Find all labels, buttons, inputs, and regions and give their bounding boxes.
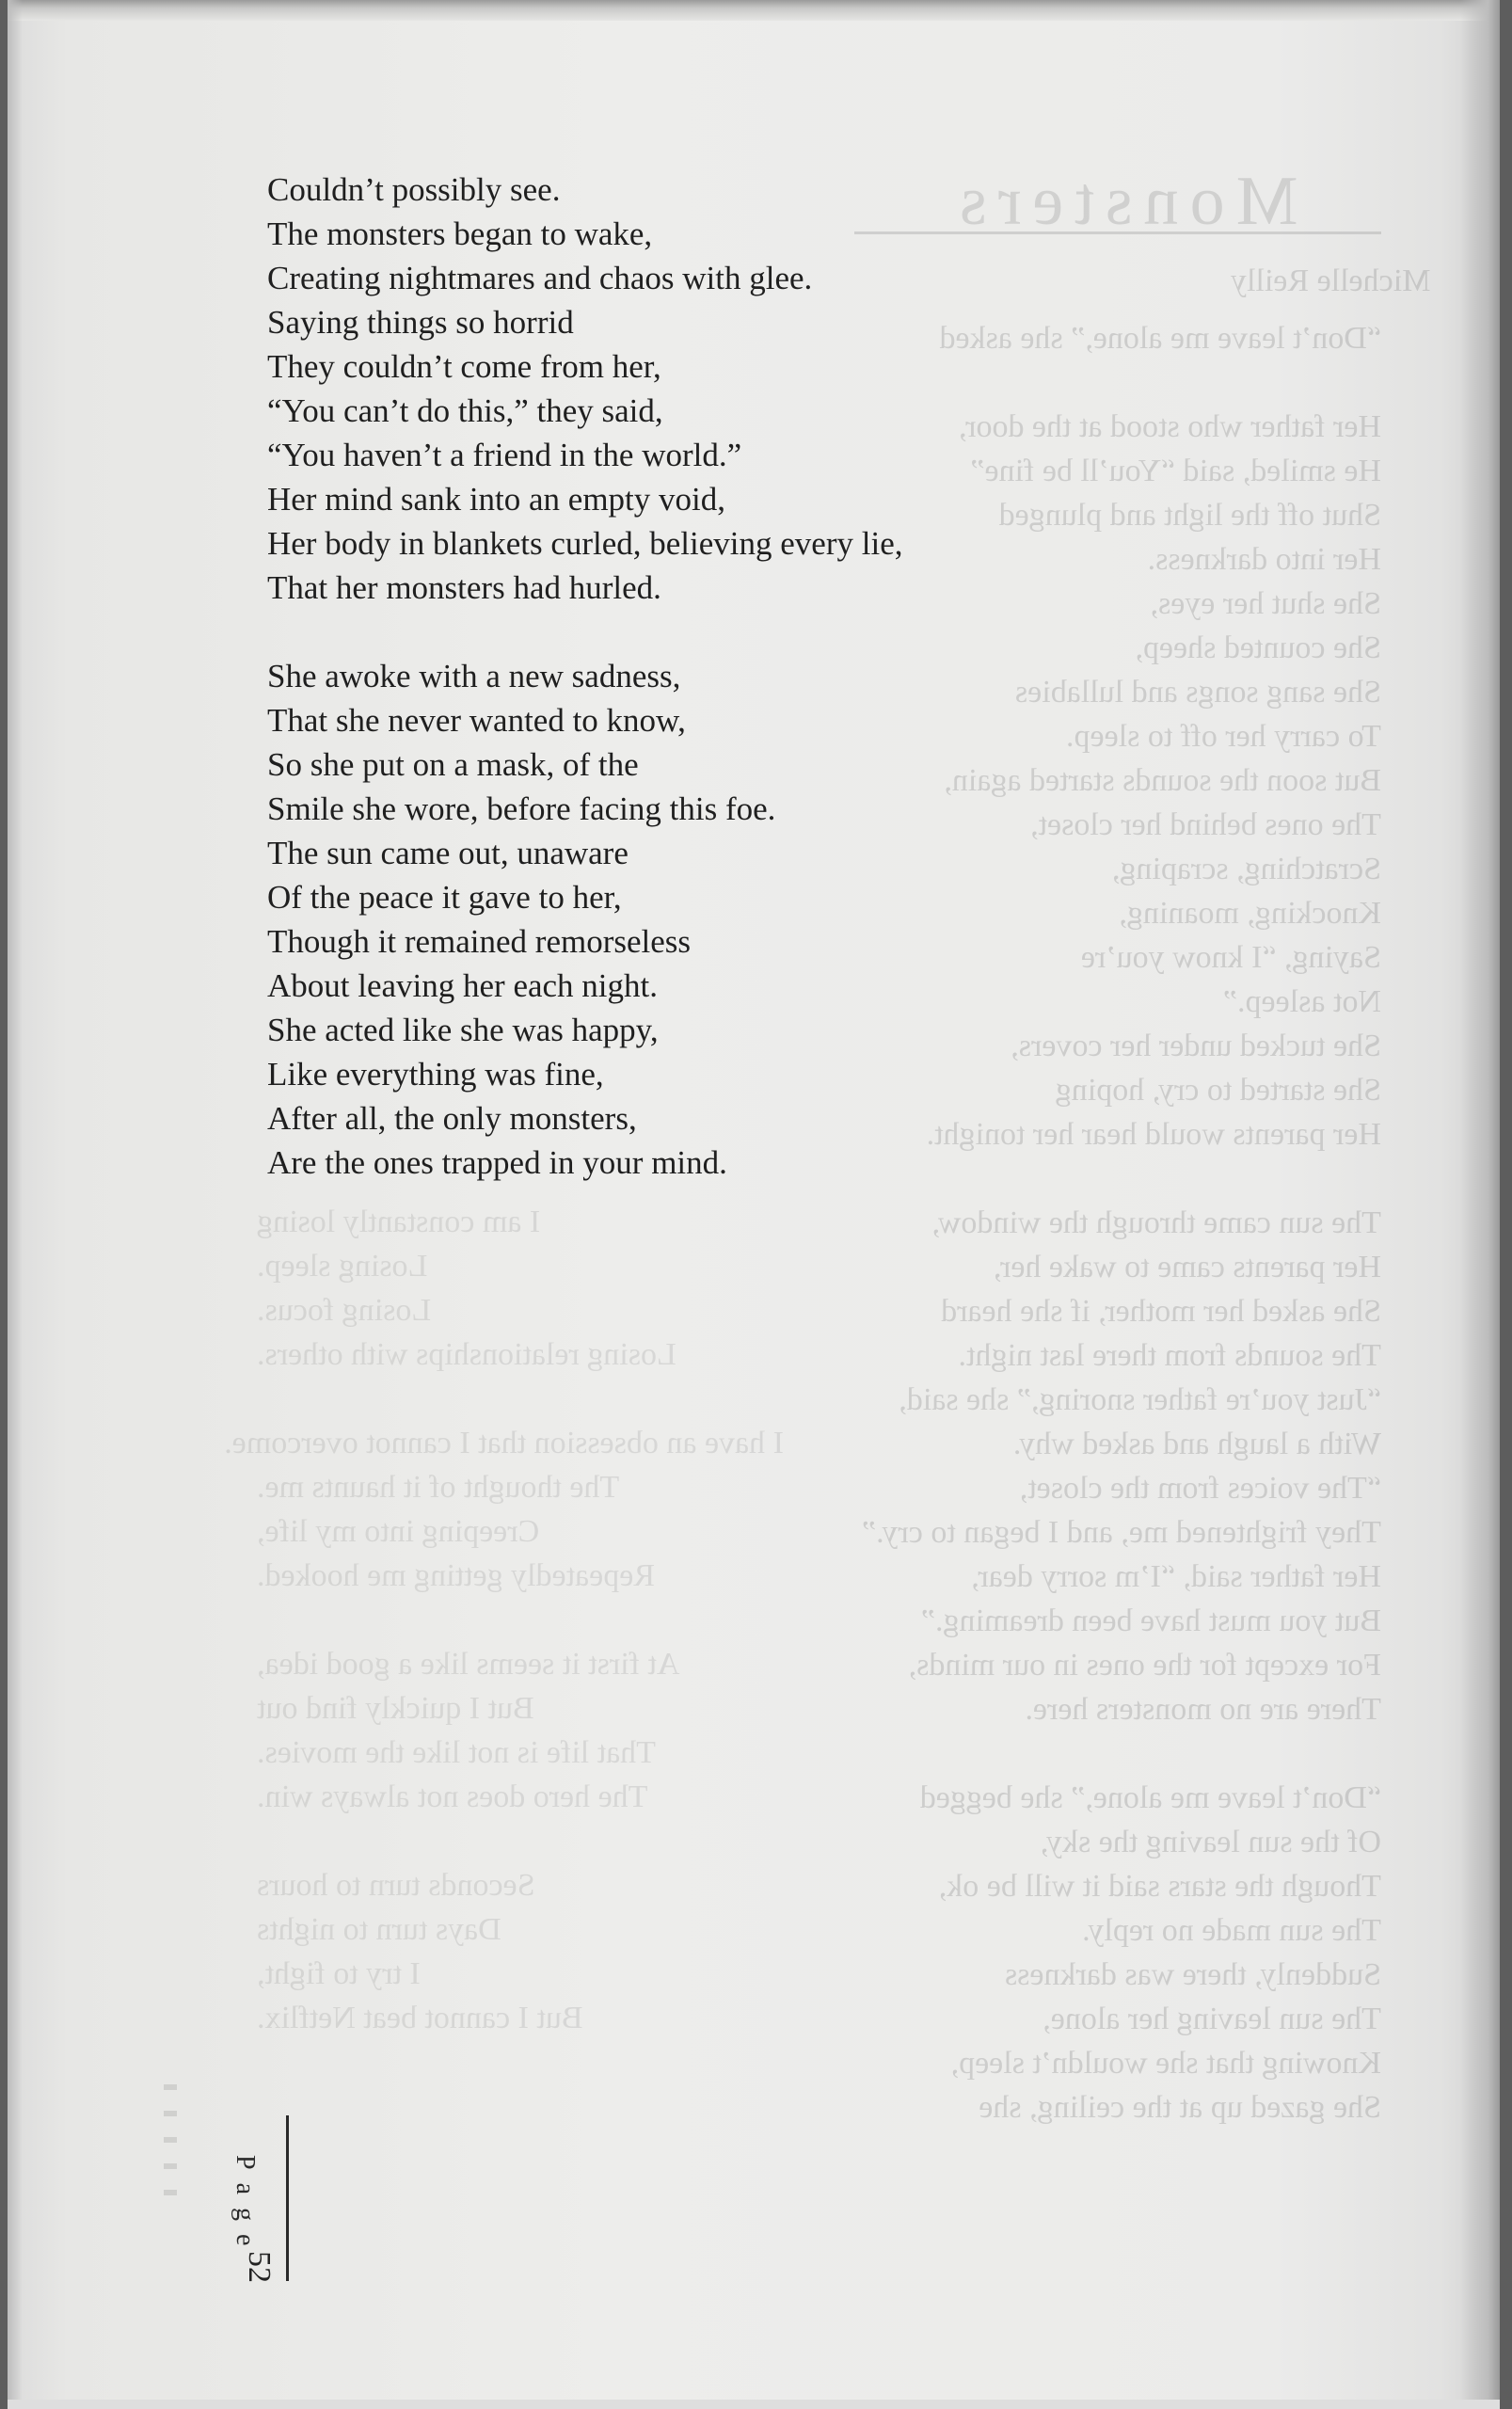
page-bottom-edge — [8, 2400, 1500, 2409]
bleed-through-left-column: I am constantly losing Losing sleep. Losing focus. Losing relationships with others. I have an obsession that I cannot overcome. The thought of it haunts me. Creeping into my life, Repeatedly getting me hooked. At first it seems like a good idea, But I quickly find out That life is not like the movies. The hero does not always win. Seconds turn to hours Days turn to nights I try to fight, But I cannot beat Netflix. — [224, 1204, 784, 2035]
stanza-break — [267, 610, 1114, 654]
poem-line: Saying things so horrid — [267, 304, 574, 341]
poem-line: “You can’t do this,” they said, — [267, 392, 663, 429]
poem-line: About leaving her each night. — [267, 967, 659, 1004]
bleed-through-author: Michelle Reilly — [1231, 263, 1431, 298]
poem-line: Creating nightmares and chaos with glee. — [267, 260, 813, 296]
poem-line: Like everything was fine, — [267, 1056, 604, 1093]
bleed-through-page-mark — [158, 2084, 186, 2254]
page-number-rule — [286, 2115, 289, 2281]
poem-line: Her mind sank into an empty void, — [267, 481, 726, 518]
poem-line: That she never wanted to know, — [267, 702, 686, 739]
poem-line: She acted like she was happy, — [267, 1012, 659, 1048]
book-page — [8, 0, 1500, 2409]
poem-line: The monsters began to wake, — [267, 215, 653, 252]
bleed-through-right-column: “Don’t leave me alone,” she asked Her father who stood at the door, He smiled, said “You’ll be fine” Shut off the light and plunged Her into darkness. She shut her eyes, She counted sheep, She sang songs and lullabies To carry her off to sleep. But soon the sounds started again, The ones behind her closet, Scratching, scraping, Knocking, moaning, Saying, “I know you’re Not asleep.” She tucked under her covers, She started to cry, hoping Her parents would hear her tonight. The sun came through the window, Her parents came to wake her, She asked her mother, if she heard The sounds from there last night. “Just you’re father snoring,” she said, With a laugh and asked why. “The voices from the closet, They frightened me, and I began to cry.” Her father said, “I’m sorry dear, But you must have been dreaming.” For except for the ones in our minds, There are no monsters here. “Don’t leave me alone,” she begged Of the sun leaving the sky, Though the stars said it will be ok, The sun made no reply. Suddenly, there was darkness The sun leaving her alone, Knowing that she wouldn’t sleep, She gazed up at the ceiling, she — [862, 321, 1381, 2125]
poem-line: “You haven’t a friend in the world.” — [267, 437, 742, 473]
poem-line: Of the peace it gave to her, — [267, 879, 622, 916]
poem-line: The sun came out, unaware — [267, 835, 629, 871]
poem-line: Smile she wore, before facing this foe. — [267, 790, 776, 827]
page-top-shadow — [8, 0, 1500, 21]
poem-line: Are the ones trapped in your mind. — [267, 1144, 727, 1181]
poem-line: That her monsters had hurled. — [267, 569, 661, 606]
page-number: 52 — [242, 2251, 277, 2283]
bleed-through-title: Monsters — [948, 163, 1298, 240]
page-label: Page — [231, 2155, 260, 2259]
page-left-shadow — [8, 0, 23, 2409]
poem-line: Couldn’t possibly see. — [267, 171, 561, 208]
poem-line: So she put on a mask, of the — [267, 746, 639, 783]
poem-line: She awoke with a new sadness, — [267, 658, 681, 694]
poem-line: Her body in blankets curled, believing every lie, — [267, 525, 903, 562]
poem-line: They couldn’t come from her, — [267, 348, 661, 385]
poem-line: After all, the only monsters, — [267, 1100, 637, 1137]
poem-line: Though it remained remorseless — [267, 923, 692, 960]
poem-text — [267, 168, 1114, 1185]
page-gutter-shadow — [1460, 0, 1500, 2409]
